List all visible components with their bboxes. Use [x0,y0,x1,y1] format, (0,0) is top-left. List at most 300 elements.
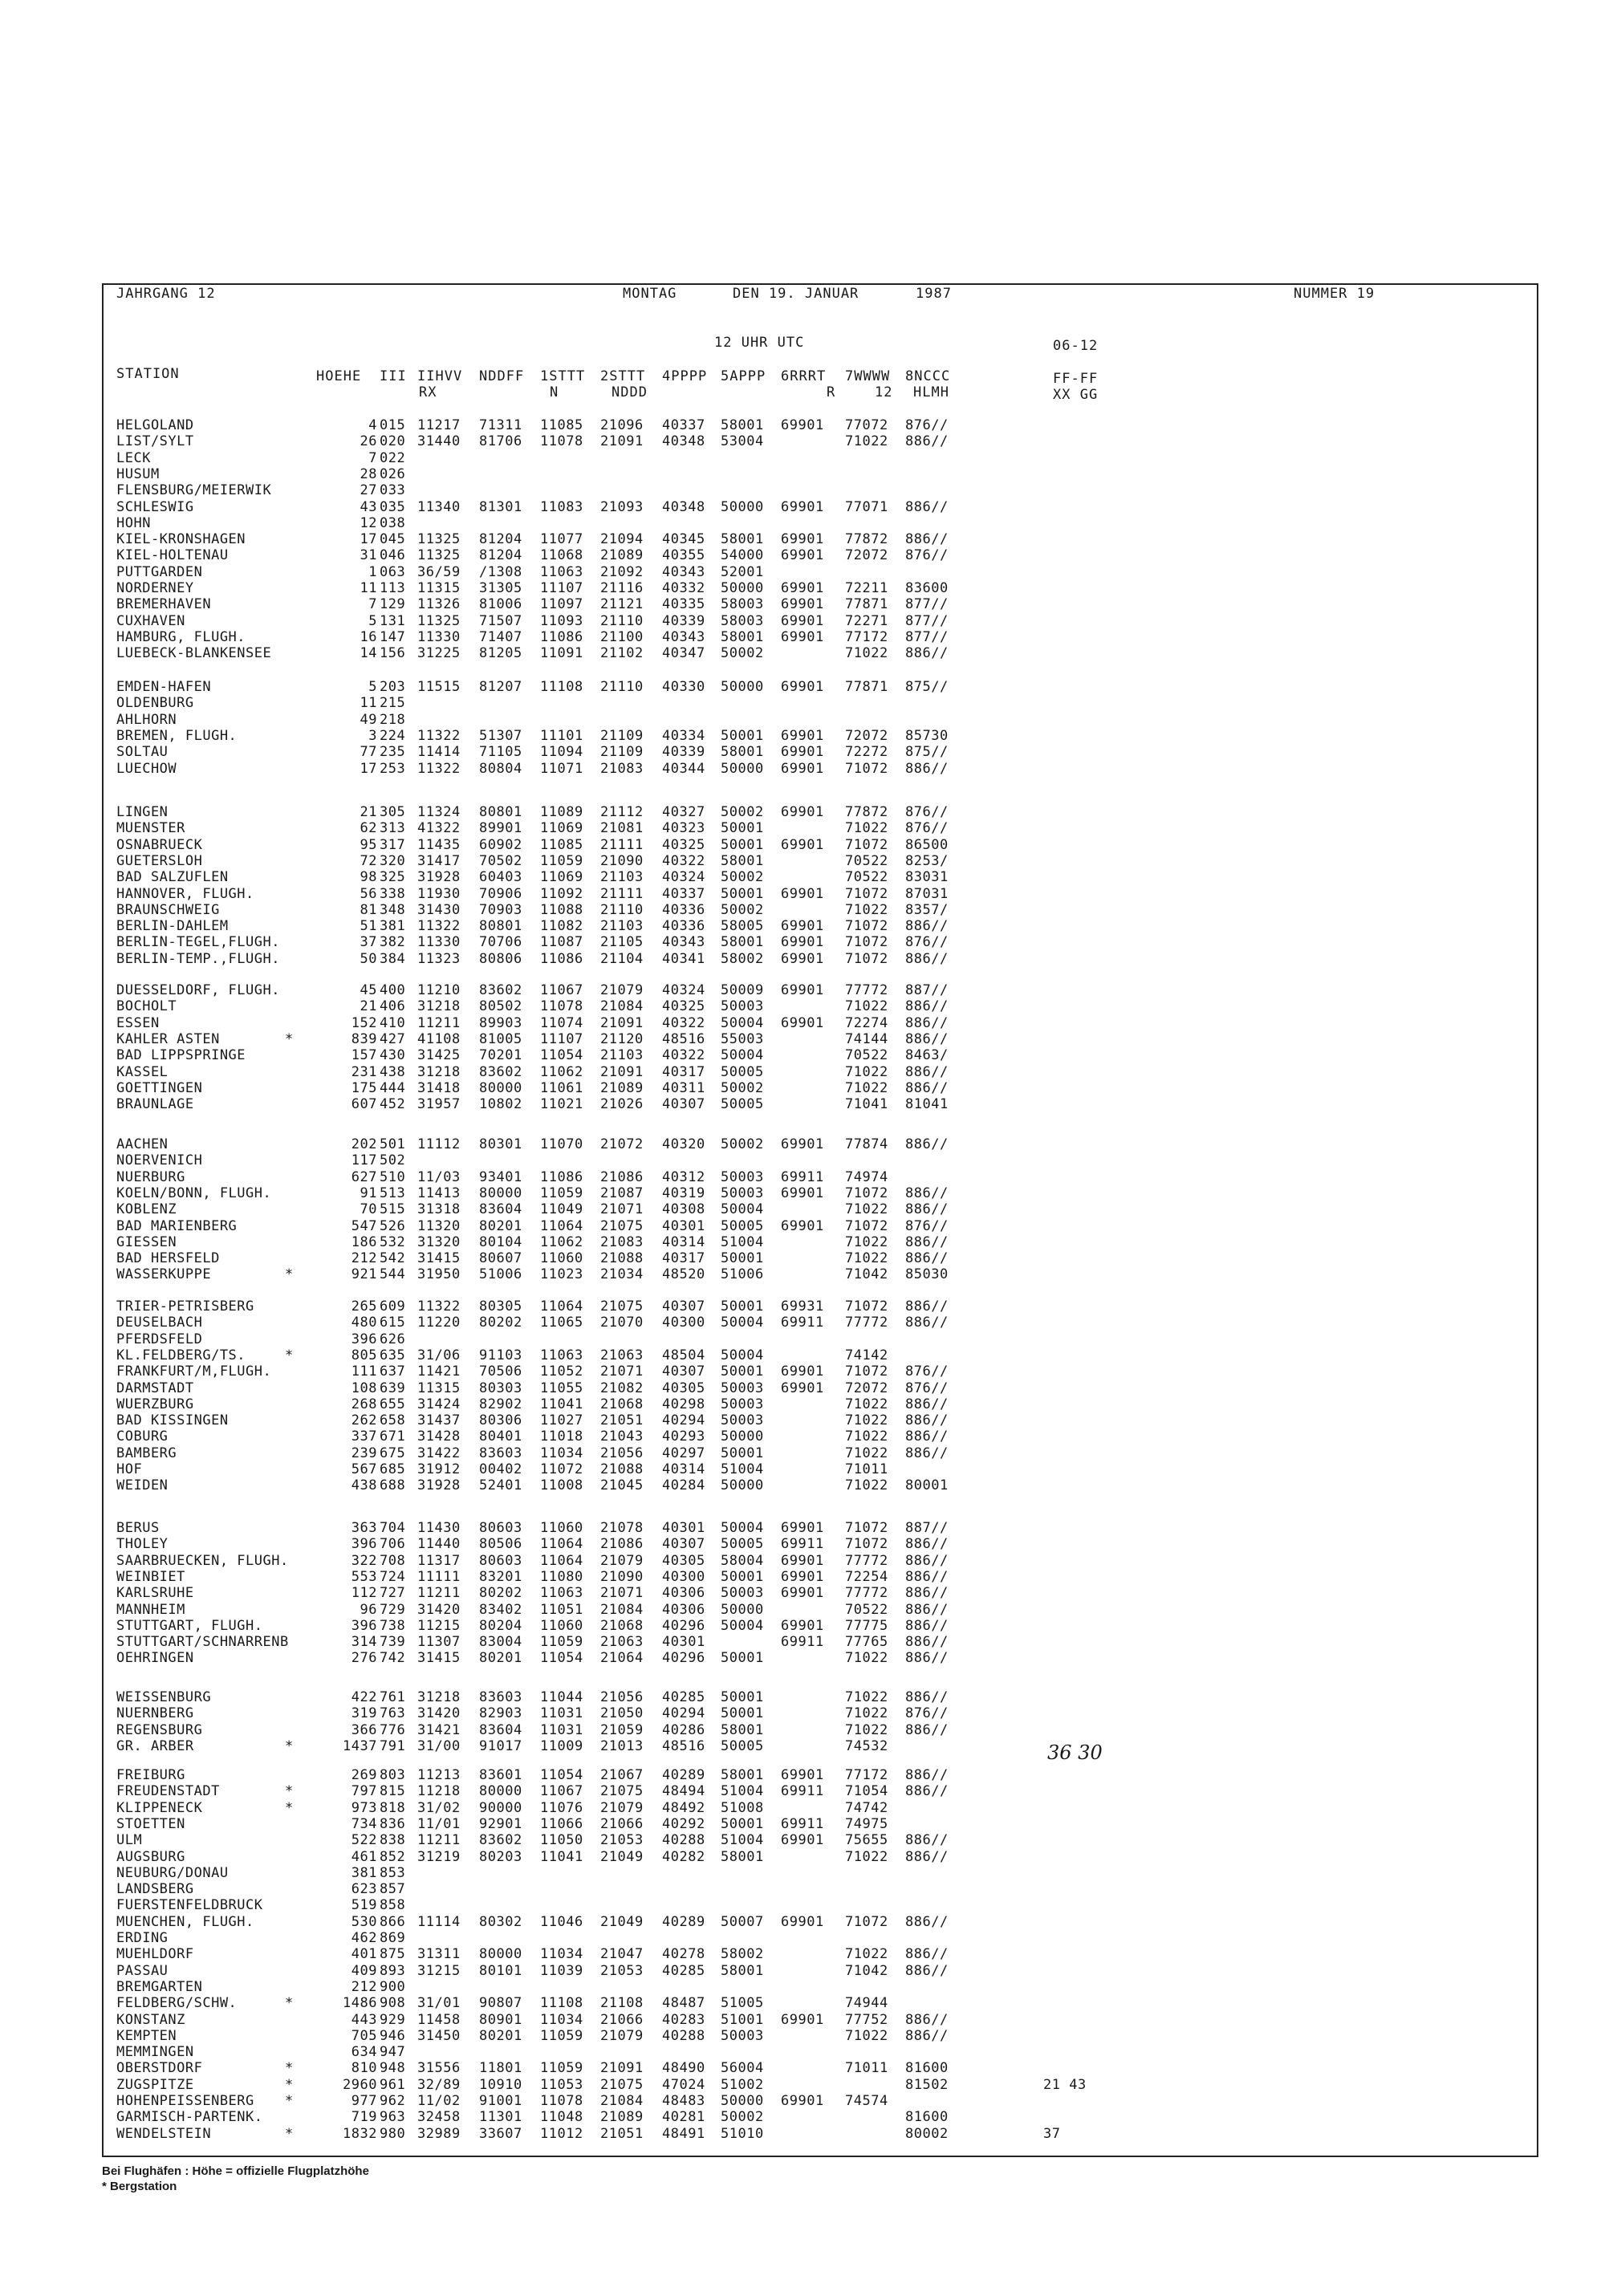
table-row [116,1015,1481,1031]
obs-group: 40282 [662,1848,705,1865]
obs-group: 11435 [417,836,461,853]
height-value: 396 [351,1331,377,1347]
table-row [116,1396,1481,1412]
station-name: FLENSBURG/MEIERWIK [116,482,272,499]
height-value: 265 [351,1298,377,1315]
obs-group: 48490 [662,2060,705,2077]
obs-group: 21075 [600,2076,644,2093]
station-id: 948 [380,2060,406,2077]
obs-group: 70201 [479,1047,522,1064]
station-id: 776 [380,1721,406,1738]
table-row [116,918,1481,934]
obs-group: 31430 [417,901,461,918]
obs-group: 11322 [417,918,461,935]
station-id: 858 [380,1897,406,1914]
obs-group: 21103 [600,869,644,886]
height-value: 553 [351,1568,377,1585]
table-row [116,1689,1481,1705]
station-id: 526 [380,1217,406,1234]
obs-group: 21063 [600,1634,644,1651]
obs-group: 11101 [540,727,583,744]
obs-group: 69901 [781,1832,824,1849]
obs-group: 83602 [479,982,522,998]
obs-group: 70502 [479,852,522,869]
height-value: 7 [368,596,377,613]
obs-group: 31428 [417,1428,461,1445]
height-value: 519 [351,1897,377,1914]
height-value: 461 [351,1848,377,1865]
obs-group: 80901 [479,2011,522,2028]
obs-group: 21089 [600,1079,644,1096]
obs-group: 85730 [905,727,949,744]
station-name: MUEHLDORF [116,1946,194,1963]
obs-group: 77765 [845,1634,888,1651]
height-value: 212 [351,1250,377,1267]
obs-group: 51004 [721,1783,764,1800]
handwritten-note: 36 30 [1047,1741,1103,1764]
date: DEN 19. JANUAR [733,286,859,302]
height-value: 567 [351,1461,377,1477]
col-n-heading: N [550,384,559,400]
obs-group: 11323 [417,950,461,967]
obs-group: 11317 [417,1552,461,1569]
height-value: 11 [360,695,377,712]
obs-group: 21070 [600,1315,644,1331]
station-id: 908 [380,1995,406,2012]
obs-group: 21084 [600,1601,644,1618]
station-name: WEINBIET [116,1568,185,1585]
station-name: HOHN [116,514,151,531]
obs-group: 876// [905,547,949,564]
col-hlmh-heading: HLMH [913,384,949,400]
obs-group: 11041 [540,1396,583,1412]
station-id: 704 [380,1520,406,1536]
table-row [116,1380,1481,1396]
obs-group: 40319 [662,1185,705,1201]
obs-group: 11093 [540,612,583,629]
height-value: 3 [368,727,377,744]
station-id: 671 [380,1428,406,1445]
height-value: 21 [360,998,377,1015]
obs-group: 40325 [662,998,705,1015]
obs-group: 11086 [540,1168,583,1185]
obs-group: 21092 [600,563,644,580]
obs-group: 69901 [781,982,824,998]
height-value: 231 [351,1063,377,1080]
obs-group: 11078 [540,998,583,1015]
table-row [116,1634,1481,1650]
obs-group: 80000 [479,1783,522,1800]
station-id: 706 [380,1536,406,1553]
col-r-heading: R [827,384,836,400]
table-row [116,1979,1481,1995]
obs-group: 40301 [662,1217,705,1234]
station-name: CUXHAVEN [116,612,185,629]
obs-group: 70906 [479,885,522,902]
obs-group: 11324 [417,804,461,820]
obs-group: 11801 [479,2060,522,2077]
station-name: NORDERNEY [116,580,194,596]
obs-group: 71042 [845,1266,888,1283]
obs-group: 40337 [662,417,705,433]
obs-group: 71022 [845,1412,888,1429]
station-name: HOHENPEISSENBERG [116,2093,254,2109]
obs-group: 886// [905,1063,949,1080]
obs-group: 31420 [417,1601,461,1618]
obs-group: 81204 [479,531,522,548]
obs-group: 11/03 [417,1168,461,1185]
obs-group: 80101 [479,1962,522,1979]
obs-group: 82902 [479,1396,522,1412]
obs-group: 21110 [600,679,644,695]
obs-group: 21086 [600,1168,644,1185]
height-value: 462 [351,1930,377,1946]
obs-group: 11068 [540,547,583,564]
station-id: 727 [380,1585,406,1602]
table-row [116,728,1481,744]
obs-group: 58005 [721,918,764,935]
height-value: 623 [351,1881,377,1898]
station-id: 836 [380,1815,406,1832]
station-name: FREUDENSTADT [116,1783,220,1800]
station-name: MANNHEIM [116,1601,185,1618]
obs-group: 21079 [600,2027,644,2044]
obs-group: 50001 [721,836,764,853]
station-name: DUESSELDORF, FLUGH. [116,982,280,998]
obs-group: 21051 [600,2125,644,2142]
height-value: 212 [351,1978,377,1995]
obs-group: 50000 [721,1477,764,1494]
obs-group: 71011 [845,2060,888,2077]
table-row [116,1201,1481,1217]
obs-group: 50000 [721,1601,764,1618]
obs-group: 11051 [540,1601,583,1618]
obs-group: 876// [905,417,949,433]
obs-group: 60902 [479,836,522,853]
obs-group: 80000 [479,1185,522,1201]
table-row [116,1477,1481,1493]
obs-group: 21111 [600,885,644,902]
obs-group: 876// [905,1363,949,1380]
height-value: 26 [360,433,377,450]
station-id: 961 [380,2076,406,2093]
mountain-marker: * [285,1347,294,1363]
station-name: MUENSTER [116,820,185,837]
obs-group: 40285 [662,1689,705,1705]
height-value: 50 [360,950,377,967]
obs-group: 80401 [479,1428,522,1445]
obs-group: 21079 [600,1799,644,1816]
obs-group: 50004 [721,1617,764,1634]
obs-group: 69901 [781,547,824,564]
obs-group: 886// [905,1250,949,1267]
extra-obs: 37 [1043,2125,1061,2142]
obs-group: 71022 [845,1650,888,1667]
table-row [116,744,1481,760]
col-rx-heading: RX [419,384,437,400]
station-name: BREMGARTEN [116,1978,203,1995]
obs-group: 21116 [600,580,644,596]
station-id: 513 [380,1185,406,1201]
obs-group: 11067 [540,982,583,998]
obs-group: 83603 [479,1445,522,1461]
obs-group: 11044 [540,1689,583,1705]
obs-group: 21105 [600,934,644,951]
obs-group: 69901 [781,918,824,935]
obs-group: 77871 [845,679,888,695]
obs-group: 11/02 [417,2093,461,2109]
obs-group: 886// [905,1185,949,1201]
obs-group: 31417 [417,852,461,869]
obs-group: 51004 [721,1233,764,1250]
obs-group: 886// [905,1767,949,1783]
obs-group: 69901 [781,417,824,433]
obs-group: 74974 [845,1168,888,1185]
table-row [116,1963,1481,1979]
obs-group: 40311 [662,1079,705,1096]
station-id: 729 [380,1601,406,1618]
obs-group: 21102 [600,645,644,662]
obs-group: 83004 [479,1634,522,1651]
obs-group: 40289 [662,1767,705,1783]
obs-group: 77775 [845,1617,888,1634]
obs-group: 11065 [540,1315,583,1331]
station-id: 452 [380,1096,406,1113]
table-row [116,1914,1481,1930]
station-id: 875 [380,1946,406,1963]
station-id: 708 [380,1552,406,1569]
obs-group: 40324 [662,869,705,886]
obs-group: 31556 [417,2060,461,2077]
obs-group: 50005 [721,1217,764,1234]
obs-group: 886// [905,1396,949,1412]
obs-group: 32/89 [417,2076,461,2093]
station-name: FREIBURG [116,1767,185,1783]
obs-group: 83031 [905,869,949,886]
height-value: 239 [351,1445,377,1461]
obs-group: 40343 [662,563,705,580]
station-id: 947 [380,2044,406,2061]
height-value: 607 [351,1096,377,1113]
obs-group: 40323 [662,820,705,837]
table-row [116,1136,1481,1152]
obs-group: 71022 [845,1233,888,1250]
table-row [116,1865,1481,1881]
station-name: KIEL-KRONSHAGEN [116,531,246,548]
station-name: NOERVENICH [116,1152,203,1169]
obs-group: 21093 [600,498,644,515]
obs-group: 58001 [721,934,764,951]
obs-group: 69901 [781,2011,824,2028]
station-name: NEUBURG/DONAU [116,1864,229,1881]
obs-group: 71072 [845,950,888,967]
obs-group: 50002 [721,901,764,918]
station-id: 113 [380,580,406,596]
obs-group: 40278 [662,1946,705,1963]
height-value: 522 [351,1832,377,1849]
height-value: 480 [351,1315,377,1331]
obs-group: 40296 [662,1617,705,1634]
obs-group: 11108 [540,679,583,695]
obs-group: 21071 [600,1363,644,1380]
obs-group: 71072 [845,1520,888,1536]
table-row [116,998,1481,1014]
obs-group: 40283 [662,2011,705,2028]
col-12-heading: 12 [875,384,893,400]
obs-group: 00402 [479,1461,522,1477]
station-name: MUENCHEN, FLUGH. [116,1913,254,1930]
station-name: MEMMINGEN [116,2044,194,2061]
obs-group: 40348 [662,433,705,450]
obs-group: 40334 [662,727,705,744]
obs-group: 83602 [479,1832,522,1849]
obs-group: 11060 [540,1250,583,1267]
obs-group: 40297 [662,1445,705,1461]
height-value: 7 [368,449,377,466]
station-id: 325 [380,869,406,886]
obs-group: 11325 [417,612,461,629]
obs-group: 11041 [540,1848,583,1865]
obs-group: 21094 [600,531,644,548]
height-value: 805 [351,1347,377,1363]
obs-group: 40345 [662,531,705,548]
obs-group: 31928 [417,869,461,886]
obs-group: 21047 [600,1946,644,1963]
obs-group: 83604 [479,1721,522,1738]
obs-group: 69911 [781,1315,824,1331]
obs-group: 69931 [781,1298,824,1315]
obs-group: 58001 [721,852,764,869]
station-name: AUGSBURG [116,1848,185,1865]
obs-group: 50001 [721,1568,764,1585]
table-row [116,2077,1481,2093]
obs-group: 11322 [417,1298,461,1315]
station-id: 156 [380,645,406,662]
obs-group: 51002 [721,2076,764,2093]
obs-group: 80305 [479,1298,522,1315]
station-name: HELGOLAND [116,417,194,433]
obs-group: 887// [905,1520,949,1536]
obs-group: 50000 [721,580,764,596]
station-id: 742 [380,1650,406,1667]
table-row [116,1767,1481,1783]
station-name: BERLIN-TEGEL,FLUGH. [116,934,280,951]
table-row [116,2044,1481,2060]
obs-group: 40332 [662,580,705,596]
obs-group: 69901 [781,1363,824,1380]
obs-group: 52401 [479,1477,522,1494]
height-value: 2960 [343,2076,377,2093]
obs-group: 72211 [845,580,888,596]
obs-group: 21091 [600,1063,644,1080]
obs-group: 40307 [662,1363,705,1380]
obs-group: 31418 [417,1079,461,1096]
obs-group: 31311 [417,1946,461,1963]
station-name: LANDSBERG [116,1881,194,1898]
obs-group: 71072 [845,885,888,902]
height-value: 28 [360,465,377,482]
obs-group: 48516 [662,1737,705,1754]
obs-group: 40336 [662,901,705,918]
obs-group: 77871 [845,596,888,613]
obs-group: 71022 [845,1428,888,1445]
obs-group: 11211 [417,1585,461,1602]
obs-group: 21086 [600,1536,644,1553]
obs-group: 77772 [845,982,888,998]
height-value: 12 [360,514,377,531]
obs-group: 69901 [781,1767,824,1783]
obs-group: 11018 [540,1428,583,1445]
obs-group: 50002 [721,1079,764,1096]
station-id: 900 [380,1978,406,1995]
table-row [116,2126,1481,2142]
station-name: KASSEL [116,1063,169,1080]
obs-group: 11515 [417,679,461,695]
obs-group: 11322 [417,760,461,777]
station-id: 761 [380,1689,406,1705]
obs-group: 71022 [845,820,888,837]
station-id: 739 [380,1634,406,1651]
obs-group: 886// [905,950,949,967]
station-name: BAD KISSINGEN [116,1412,229,1429]
obs-group: 31450 [417,2027,461,2044]
obs-group: 69911 [781,1536,824,1553]
obs-group: 50004 [721,1014,764,1031]
table-row [116,679,1481,695]
obs-group: 11080 [540,1568,583,1585]
obs-group: 11023 [540,1266,583,1283]
station-name: ZUGSPITZE [116,2076,194,2093]
height-value: 363 [351,1520,377,1536]
table-row [116,629,1481,645]
obs-group: 69901 [781,1520,824,1536]
obs-group: 69901 [781,1380,824,1396]
station-id: 688 [380,1477,406,1494]
obs-group: 51010 [721,2125,764,2142]
table-row [116,1783,1481,1799]
station-name: AACHEN [116,1136,169,1152]
station-id: 544 [380,1266,406,1283]
table-row [116,1218,1481,1234]
obs-group: 50004 [721,1347,764,1363]
station-id: 738 [380,1617,406,1634]
obs-group: 40325 [662,836,705,853]
obs-group: 69901 [781,1913,824,1930]
table-row [116,1705,1481,1721]
mountain-marker: * [285,2125,294,2142]
obs-group: 40337 [662,885,705,902]
station-name: KARLSRUHE [116,1585,194,1602]
obs-group: 21109 [600,727,644,744]
obs-group: 80303 [479,1380,522,1396]
obs-group: 40307 [662,1096,705,1113]
obs-group: 50002 [721,1136,764,1152]
obs-group: 71105 [479,744,522,761]
obs-group: 10802 [479,1096,522,1113]
station-name: ERDING [116,1930,169,1946]
obs-group: 89901 [479,820,522,837]
mountain-marker: * [285,1266,294,1283]
obs-group: 71072 [845,1363,888,1380]
height-value: 70 [360,1201,377,1218]
obs-group: 69901 [781,1585,824,1602]
table-row [116,547,1481,563]
obs-group: 50003 [721,1168,764,1185]
obs-group: 83601 [479,1767,522,1783]
station-id: 635 [380,1347,406,1363]
obs-group: 71022 [845,1396,888,1412]
station-name: FUERSTENFELDBRUCK [116,1897,263,1914]
